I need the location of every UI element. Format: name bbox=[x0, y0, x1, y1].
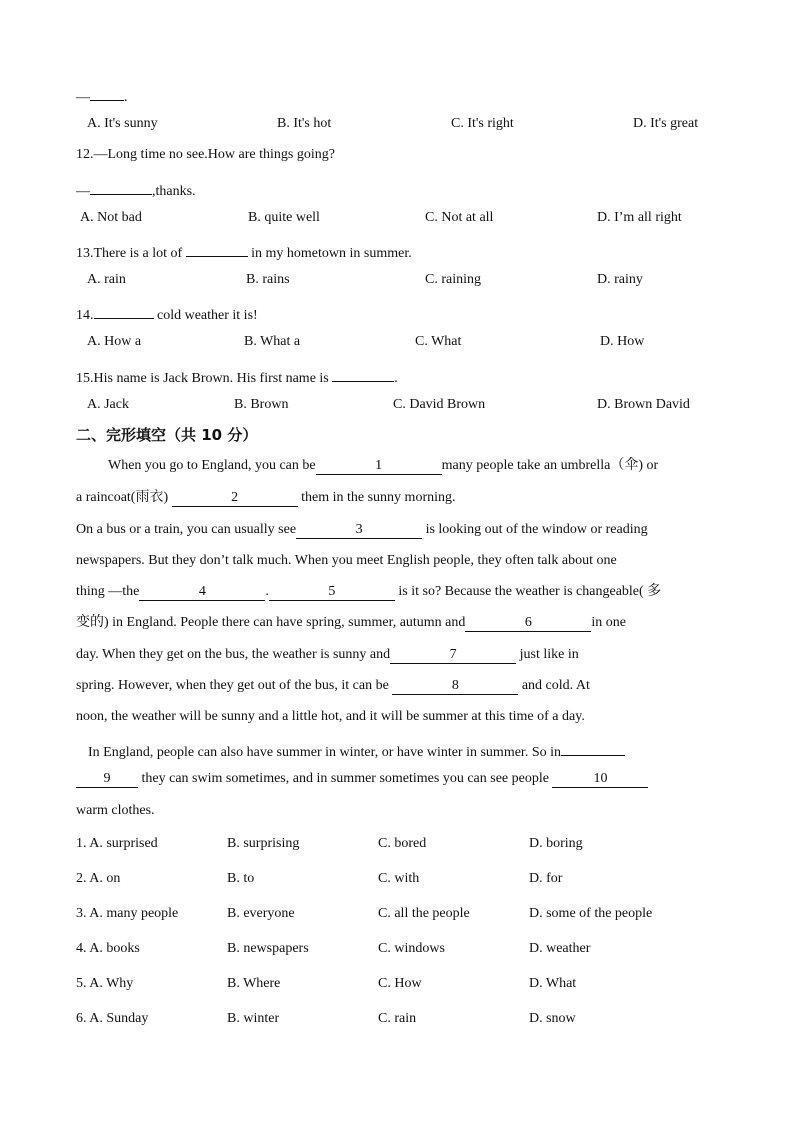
passage-line-4: newspapers. But they don’t talk much. When you meet English people, they often talk about one bbox=[76, 553, 617, 568]
option-d[interactable]: D. What bbox=[529, 976, 577, 991]
q14-option-a[interactable]: A. How a bbox=[87, 334, 142, 349]
q11-dash: — bbox=[76, 90, 90, 105]
option-a[interactable]: A. books bbox=[89, 941, 140, 956]
q12-option-d[interactable]: D. I’m all right bbox=[597, 210, 682, 225]
option-b[interactable]: B. everyone bbox=[227, 906, 295, 921]
cloze-blank-3[interactable]: 3 bbox=[296, 522, 422, 539]
option-d[interactable]: D. boring bbox=[529, 836, 583, 851]
option-b[interactable]: B. Where bbox=[227, 976, 281, 991]
q12-stem: 12.—Long time no see.How are things going? bbox=[76, 147, 335, 162]
cloze-blank-9[interactable]: 9 bbox=[76, 771, 138, 788]
option-a[interactable]: A. Why bbox=[89, 976, 134, 991]
passage-line-12: warm clothes. bbox=[76, 803, 155, 818]
passage-line-2: a raincoat(雨衣) 2 them in the sunny morning. bbox=[76, 490, 456, 505]
q12-blank[interactable] bbox=[90, 178, 152, 195]
option-a[interactable]: A. surprised bbox=[89, 836, 158, 851]
q11-option-c[interactable]: C. It's right bbox=[451, 116, 514, 131]
q14-option-c[interactable]: C. What bbox=[415, 334, 462, 349]
q15-option-a[interactable]: A. Jack bbox=[87, 397, 129, 412]
q13-option-d[interactable]: D. rainy bbox=[597, 272, 643, 287]
q15-option-b[interactable]: B. Brown bbox=[234, 397, 289, 412]
option-c[interactable]: C. rain bbox=[378, 1011, 417, 1026]
option-c[interactable]: C. bored bbox=[378, 836, 427, 851]
q12-option-a[interactable]: A. Not bad bbox=[80, 210, 142, 225]
q13-option-a[interactable]: A. rain bbox=[87, 272, 126, 287]
passage-line-8: spring. However, when they get out of the bus, it can be 8 and cold. At bbox=[76, 678, 590, 693]
cloze-blank-7[interactable]: 7 bbox=[390, 647, 516, 664]
option-b[interactable]: B. surprising bbox=[227, 836, 300, 851]
q15-stem: 15.His name is Jack Brown. His first name is . bbox=[76, 365, 398, 388]
q15-option-c[interactable]: C. David Brown bbox=[393, 397, 486, 412]
cloze-blank-6[interactable]: 6 bbox=[465, 615, 591, 632]
option-d[interactable]: D. some of the people bbox=[529, 906, 653, 921]
option-d[interactable]: D. snow bbox=[529, 1011, 576, 1026]
option-c[interactable]: C. all the people bbox=[378, 906, 470, 921]
option-b[interactable]: B. winter bbox=[227, 1011, 280, 1026]
passage-line-6: 变的) in England. People there can have spring, summer, autumn and 6 in one bbox=[76, 615, 627, 630]
passage-line-10: In England, people can also have summer in winter, or have winter in summer. So in bbox=[88, 739, 733, 762]
passage-line-1: When you go to England, you can be 1 many people take an umbrella（伞) or bbox=[108, 458, 659, 473]
q13-blank[interactable] bbox=[186, 240, 248, 257]
section-heading-cloze: 二、完形填空（共 10 分） bbox=[76, 426, 258, 444]
cloze-blank-8[interactable]: 8 bbox=[392, 678, 518, 695]
option-d[interactable]: D. weather bbox=[529, 941, 591, 956]
q14-option-d[interactable]: D. How bbox=[600, 334, 645, 349]
q15-blank[interactable] bbox=[332, 365, 394, 382]
cloze-blank-10[interactable]: 10 bbox=[552, 771, 648, 788]
q12-option-c[interactable]: C. Not at all bbox=[425, 210, 494, 225]
q13-option-b[interactable]: B. rains bbox=[246, 272, 290, 287]
option-b[interactable]: B. newspapers bbox=[227, 941, 309, 956]
q15-option-d[interactable]: D. Brown David bbox=[597, 397, 690, 412]
cloze-blank-2[interactable]: 2 bbox=[172, 490, 298, 507]
passage-line-5: thing —the 4 . 5 is it so? Because the weather is changeable( 多 bbox=[76, 584, 662, 599]
q13-option-c[interactable]: C. raining bbox=[425, 272, 481, 287]
q11-blank[interactable] bbox=[90, 84, 124, 101]
option-c[interactable]: C. windows bbox=[378, 941, 445, 956]
q14-option-b[interactable]: B. What a bbox=[244, 334, 301, 349]
cloze-blank-9-start[interactable] bbox=[561, 739, 625, 756]
q14-blank[interactable] bbox=[94, 302, 154, 319]
passage-line-7: day. When they get on the bus, the weather is sunny and 7 just like in bbox=[76, 647, 579, 662]
option-c[interactable]: C. with bbox=[378, 871, 420, 886]
q12-answer-line: — ,thanks. bbox=[76, 178, 196, 201]
passage-line-3: On a bus or a train, you can usually see 3 is looking out of the window or reading bbox=[76, 522, 648, 537]
q11-option-d[interactable]: D. It's great bbox=[633, 116, 699, 131]
option-b[interactable]: B. to bbox=[227, 871, 255, 886]
q14-stem: 14. cold weather it is! bbox=[76, 302, 258, 325]
q11-option-b[interactable]: B. It's hot bbox=[277, 116, 332, 131]
cloze-blank-1[interactable]: 1 bbox=[316, 458, 442, 475]
q13-stem: 13.There is a lot of in my hometown in summer. bbox=[76, 240, 412, 263]
option-a[interactable]: A. Sunday bbox=[89, 1011, 149, 1026]
passage-line-9: noon, the weather will be sunny and a little hot, and it will be summer at this time of a day. bbox=[76, 709, 585, 724]
q11-option-a[interactable]: A. It's sunny bbox=[87, 116, 158, 131]
q11-answer-line: — . bbox=[76, 84, 128, 107]
option-a[interactable]: A. many people bbox=[89, 906, 179, 921]
cloze-blank-4[interactable]: 4 bbox=[139, 584, 265, 601]
option-a[interactable]: A. on bbox=[89, 871, 121, 886]
cloze-blank-5[interactable]: 5 bbox=[269, 584, 395, 601]
option-d[interactable]: D. for bbox=[529, 871, 563, 886]
option-c[interactable]: C. How bbox=[378, 976, 422, 991]
passage-line-11: 9 they can swim sometimes, and in summer sometimes you can see people 10 bbox=[76, 770, 721, 788]
q12-option-b[interactable]: B. quite well bbox=[248, 210, 320, 225]
